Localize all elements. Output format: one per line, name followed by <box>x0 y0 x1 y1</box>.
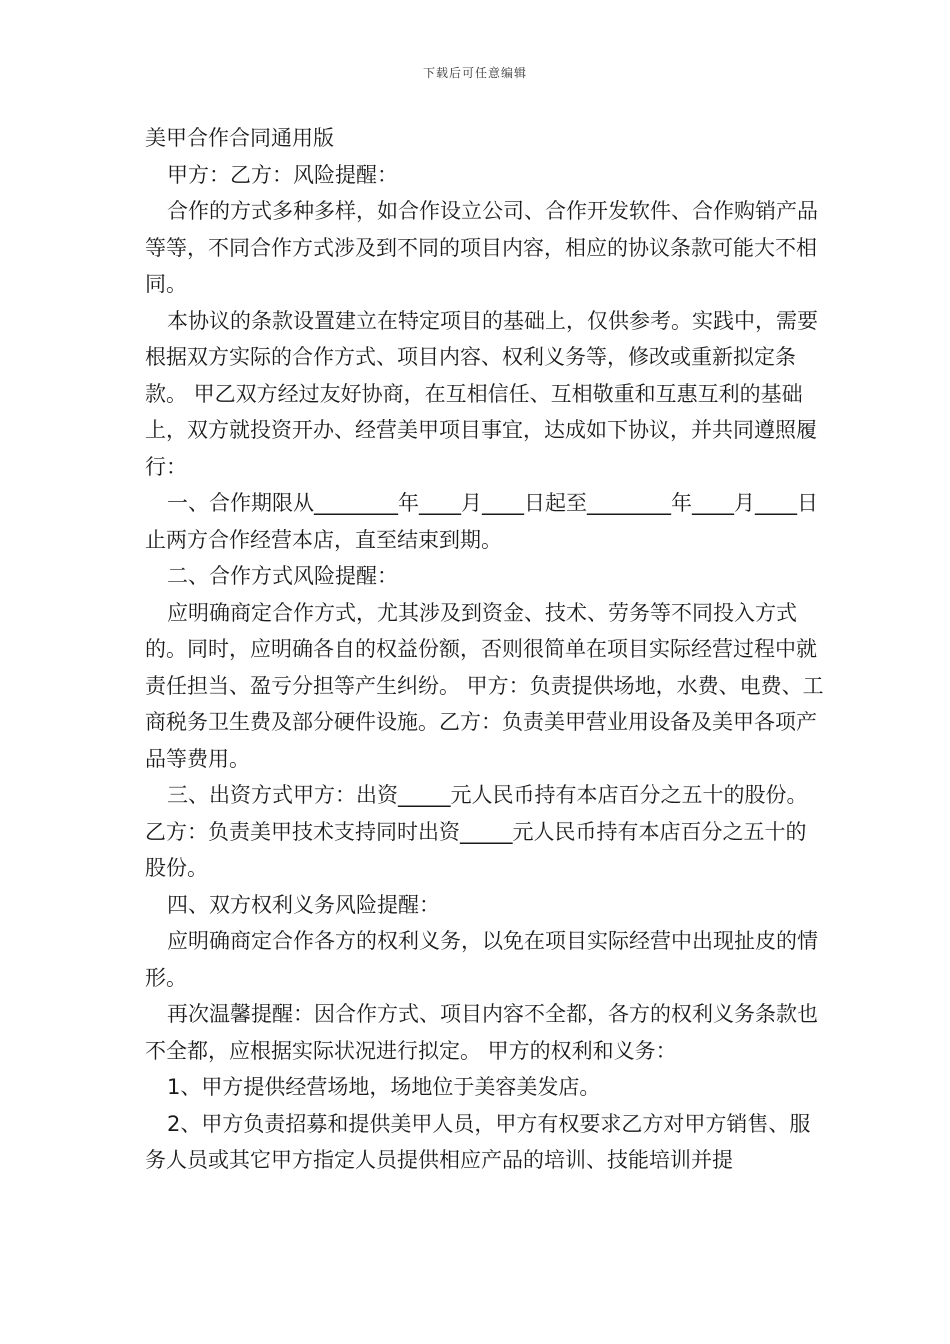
header-note: 下载后可任意编辑 <box>422 66 527 80</box>
paragraph-agreement-basis: 本协议的条款设置建立在特定项目的基础上，仅供参考。实践中，需要根据双方实际的合作方式、项目内容、权利义务等，修改或重新拟定条款。 甲乙双方经过友好协商，在互相信任、互相敬重和互惠互利的基础上，双方就投资开办、经营美甲项目事宜，达成如下协议，并共同遵照履行： <box>145 308 818 479</box>
paragraph-item-one: 1、甲方提供经营场地，场地位于美容美发店。 <box>167 1075 601 1099</box>
document-title: 美甲合作合同通用版 <box>145 126 334 150</box>
paragraph-reminder: 再次温馨提醒：因合作方式、项目内容不全都，各方的权利义务条款也不全都，应根据实际状况进行拟定。 甲方的权利和义务： <box>145 1002 818 1063</box>
paragraph-section-four-heading: 四、双方权利义务风险提醒： <box>167 892 440 917</box>
paragraph-term: 一、合作期限从________年____月____日起至________年____月____日止两方合作经营本店，直至结束到期。 <box>145 491 818 552</box>
paragraph-cooperation-methods: 合作的方式多种多样，如合作设立公司、合作开发软件、合作购销产品等等，不同合作方式涉及到不同的项目内容，相应的协议条款可能大不相同。 <box>145 199 818 296</box>
paragraph-item-two: 2、甲方负责招募和提供美甲人员，甲方有权要求乙方对甲方销售、服务人员或其它甲方指定人员提供相应产品的培训、技能培训并提 <box>145 1111 811 1172</box>
document-body <box>145 120 825 1179</box>
paragraph-section-two-heading: 二、合作方式风险提醒： <box>167 564 398 588</box>
paragraph-rights-obligations: 应明确商定合作各方的权利义务，以免在项目实际经营中出现扯皮的情形。 <box>145 929 818 990</box>
paragraph-parties: 甲方：乙方：风险提醒： <box>167 162 398 187</box>
paragraph-cooperation-details: 应明确商定合作方式，尤其涉及到资金、技术、劳务等不同投入方式的。同时，应明确各自的权益份额，否则很简单在项目实际经营过程中就责任担当、盈亏分担等产生纠纷。 甲方：负责提供场地，水费、电费、工商税务卫生费及部分硬件设施。乙方：负责美甲营业用设备及美甲各项产品等费用。 <box>145 600 824 771</box>
paragraph-investment: 三、出资方式甲方：出资_____元人民币持有本店百分之五十的股份。乙方：负责美甲技术支持同时出资_____元人民币持有本店百分之五十的股份。 <box>145 783 808 880</box>
